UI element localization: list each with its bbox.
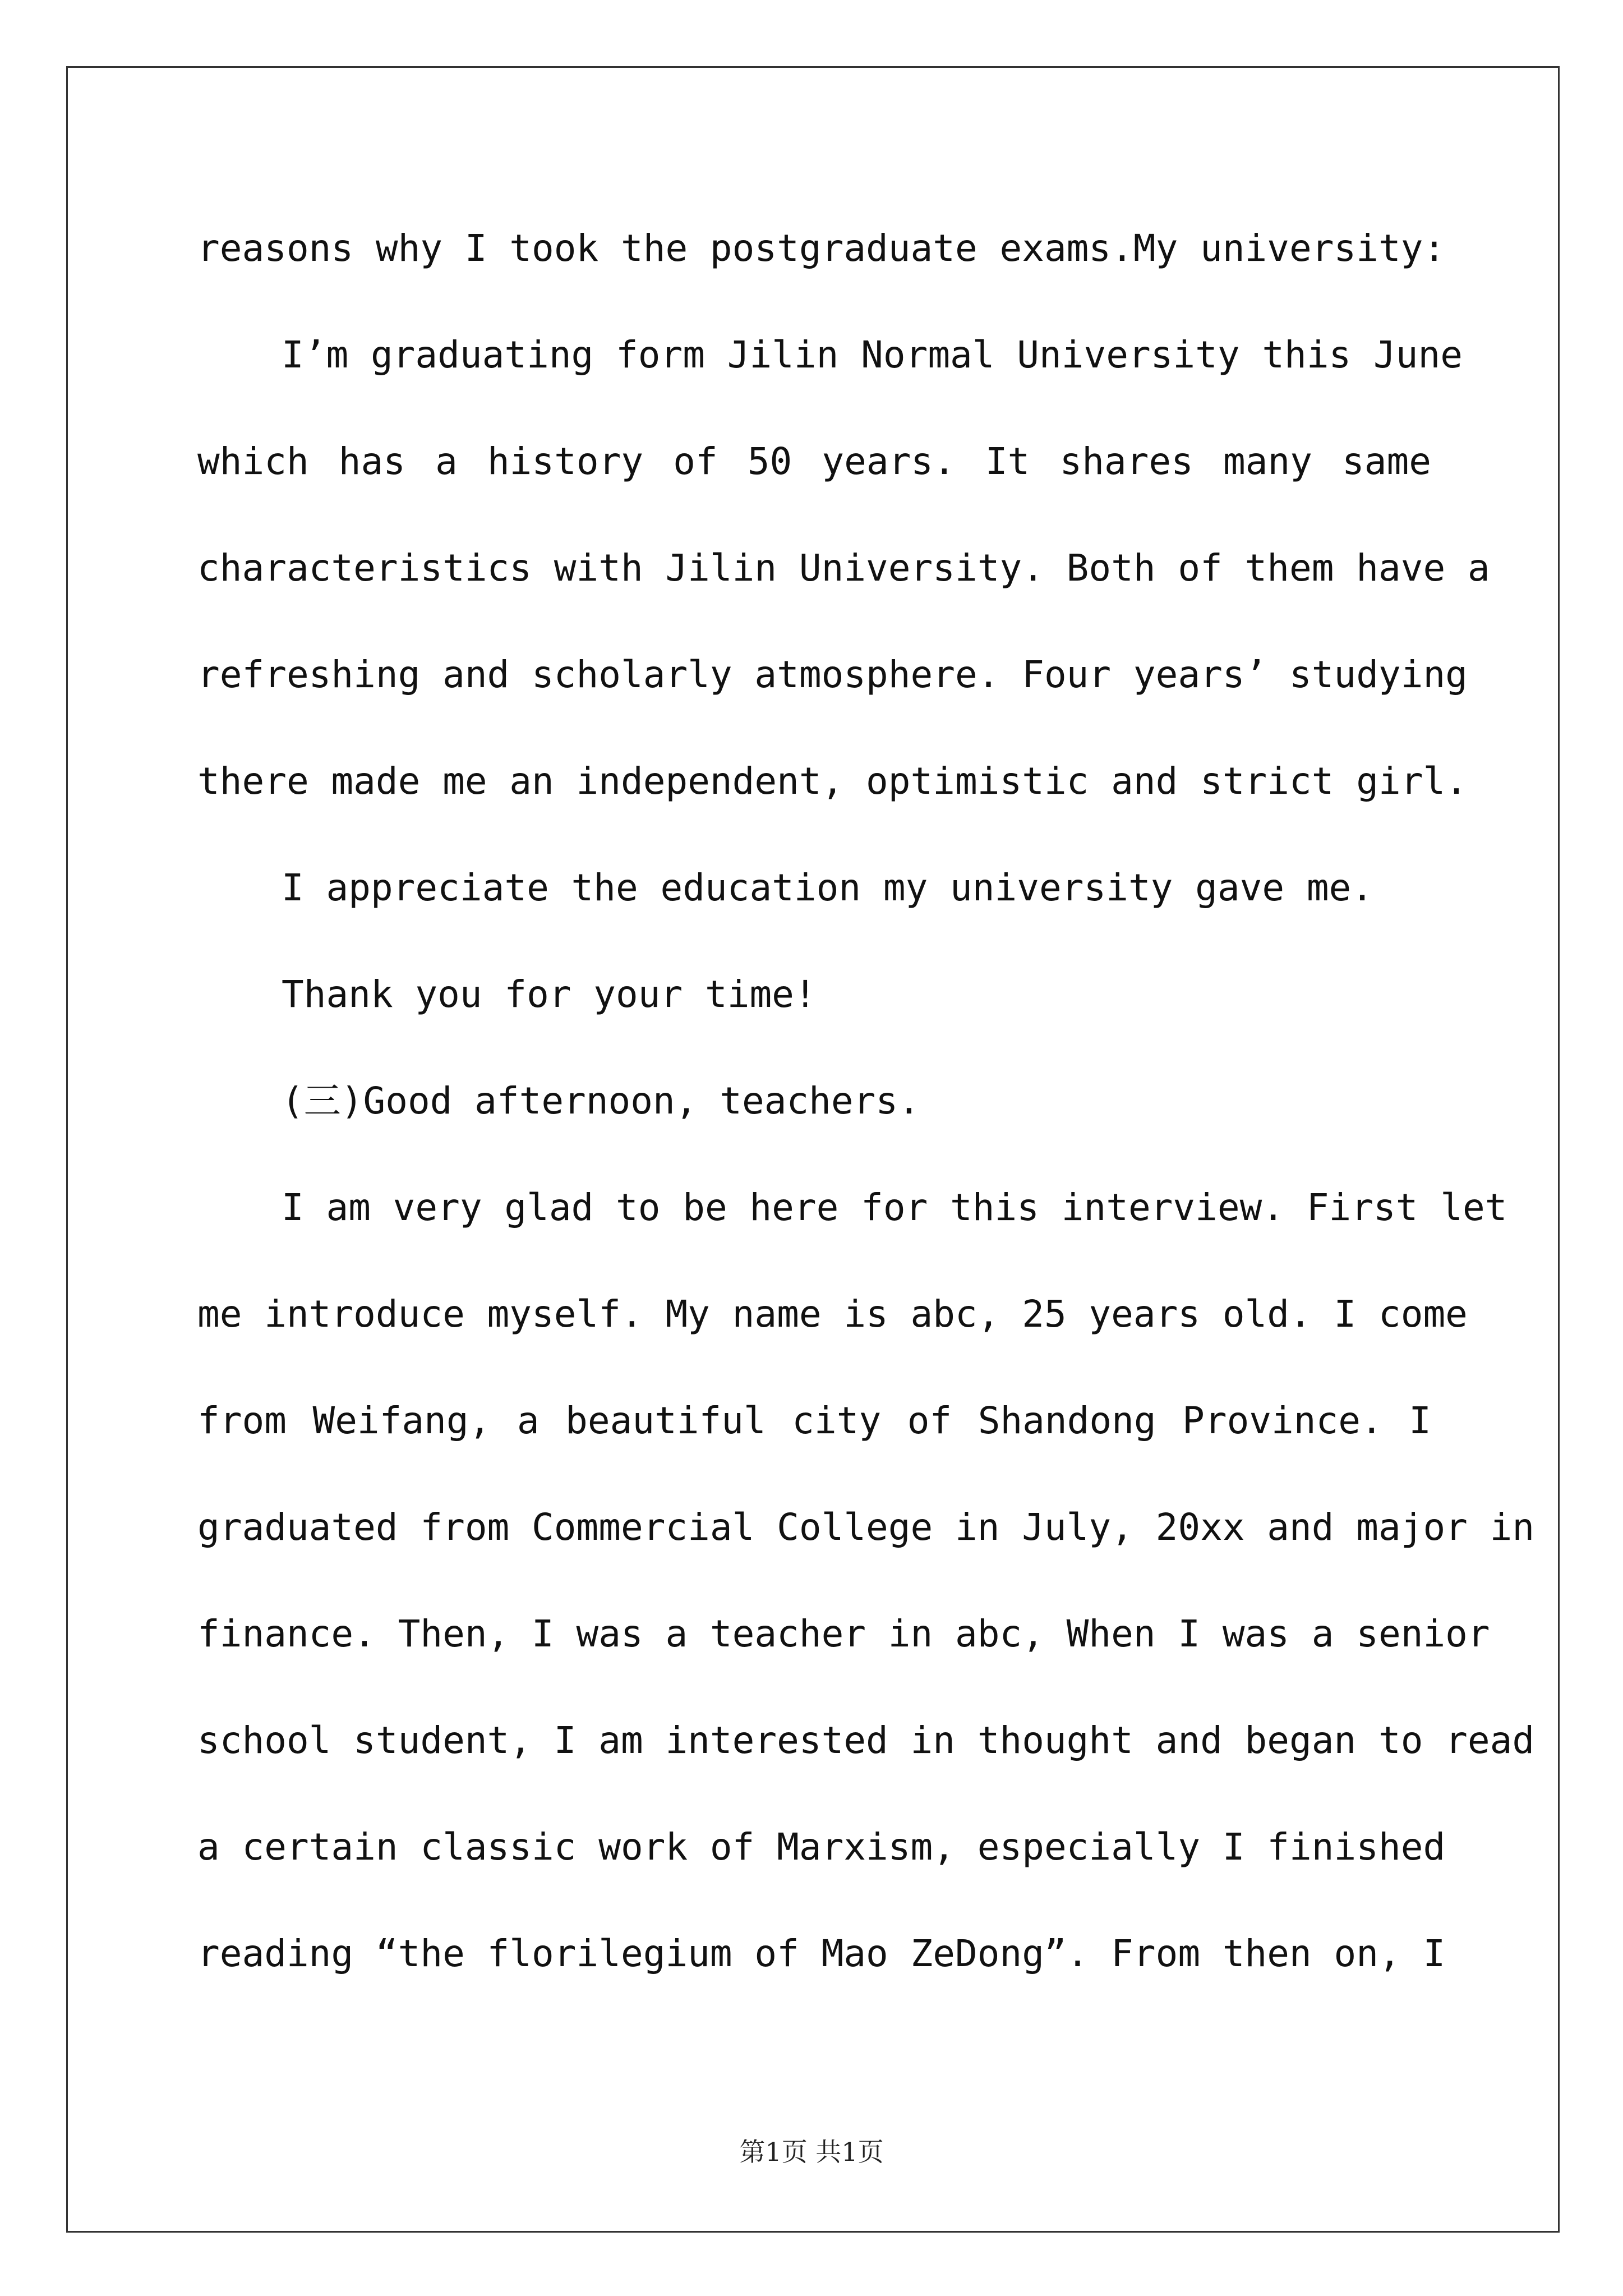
text-line: school student, I am interested in thought and began to read [197,1719,1535,1762]
text-line: from Weifang, a beautiful city of Shandong Province. I [197,1399,1431,1442]
page-number-footer: 第1页 共1页 [739,2137,884,2167]
text-line: I am very glad to be here for this interview. First let [282,1186,1507,1229]
text-line: (三)Good afternoon, teachers. [282,1079,920,1122]
text-line: characteristics with Jilin University. Both of them have a [197,546,1490,590]
text-line: I appreciate the education my university gave me. [282,866,1374,909]
text-line: graduated from Commercial College in July, 20xx and major in [197,1506,1535,1549]
text-line: Thank you for your time! [282,973,817,1016]
text-line: there made me an independent, optimistic and strict girl. [197,760,1468,803]
text-line: refreshing and scholarly atmosphere. Four years’ studying [197,653,1468,696]
text-line: which has a history of 50 years. It shares many same [197,440,1431,483]
text-line: a certain classic work of Marxism, especially I finished [197,1825,1446,1869]
document-body [197,223,1535,2035]
text-line: me introduce myself. My name is abc, 25 years old. I come [197,1292,1468,1336]
text-line: finance. Then, I was a teacher in abc, When I was a senior [197,1612,1490,1655]
text-line: reading “the florilegium of Mao ZeDong”. From then on, I [197,1932,1446,1975]
text-line: reasons why I took the postgraduate exams.My university: [197,227,1446,270]
text-line: I’m graduating form Jilin Normal University this June [282,333,1463,376]
